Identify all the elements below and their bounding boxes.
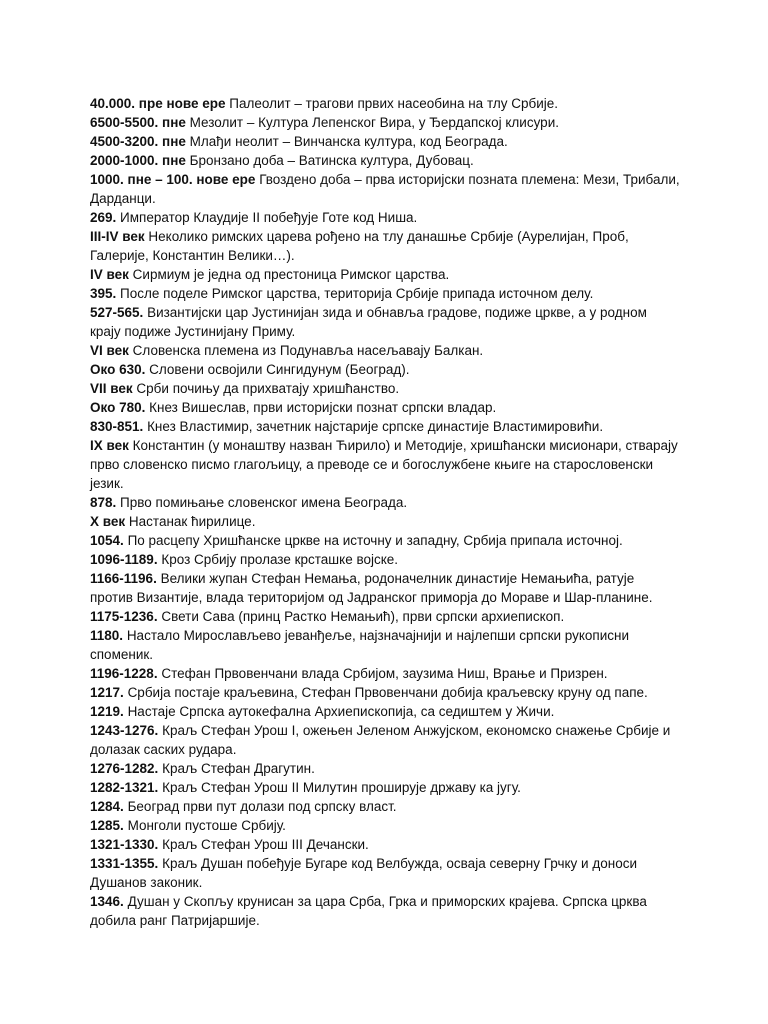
timeline-entry [90,778,680,797]
entry-text: Мезолит – Култура Лепенског Вира, у Ђердапској клисури. [189,115,559,130]
entry-date: 269. [90,210,117,225]
entry-text: Краљ Душан побеђује Бугаре код Велбужда, осваја северну Грчку и доноси Душанов законик. [90,856,637,890]
timeline-entry [90,531,680,550]
entry-text: По расцепу Хришћанске цркве на источну и западну, Србија припала источној. [127,533,623,548]
entry-date: 1166-1196. [90,571,157,586]
timeline-entry [90,360,680,379]
entry-text: Византијски цар Јустинијан зида и обнавља градове, подиже цркве, а у родном крају подиже Јустинијану Приму. [90,305,647,339]
entry-date: 830-851. [90,419,144,434]
entry-text: Настанак ћирилице. [128,514,256,529]
entry-date: 1321-1330. [90,837,159,852]
entry-date: 40.000. пре нове ере [90,96,226,111]
timeline-entry [90,341,680,360]
entry-date: 395. [90,286,117,301]
entry-text: Београд први пут долази под српску власт. [127,799,397,814]
entry-text: После поделе Римског царства, територија Србије припада источном делу. [120,286,594,301]
timeline-entry [90,835,680,854]
entry-text: Срби почињу да прихватају хришћанство. [136,381,400,396]
entry-text: Србија постаје краљевина, Стефан Првовенчани добија краљевску круну од папе. [127,685,648,700]
timeline-entry [90,512,680,531]
timeline-entry [90,417,680,436]
timeline-entry [90,94,680,113]
document-body [90,94,680,930]
entry-date: 1175-1236. [90,609,158,624]
entry-text: Настало Мирослављево јеванђеље, најзначајнији и најлепши српски рукописни споменик. [90,628,630,662]
timeline-entry [90,265,680,284]
entry-date: 1219. [90,704,124,719]
timeline-entry [90,132,680,151]
entry-text: Кнез Властимир, зачетник најстарије српске династије Властимировићи. [147,419,604,434]
entry-date: 1196-1228. [90,666,158,681]
entry-date: 6500-5500. пне [90,115,186,130]
timeline-entry [90,227,680,265]
timeline-entry [90,797,680,816]
entry-date: 878. [90,495,117,510]
timeline-entry [90,379,680,398]
timeline-entry [90,664,680,683]
timeline-entry [90,550,680,569]
entry-text: Краљ Стефан Урош II Милутин проширује државу ка југу. [162,780,521,795]
entry-text: Свети Сава (принц Растко Немањић), први српски архиепископ. [161,609,565,624]
entry-date: 1346. [90,894,124,909]
timeline-entry [90,303,680,341]
entry-date: Око 780. [90,400,146,415]
entry-text: Монголи пустоше Србију. [127,818,286,833]
timeline-entry [90,208,680,227]
timeline-entry [90,702,680,721]
timeline-entry [90,436,680,493]
entry-text: Кроз Србију пролазе крсташке војске. [161,552,399,567]
entry-text: Млађи неолит – Винчанска култура, код Београда. [189,134,508,149]
entry-text: Велики жупан Стефан Немања, родоначелник династије Немањића, ратује против Византије, влада територијом од Јадранског приморја до Мораве и Шар-планине. [90,571,653,605]
entry-text: Император Клаудије II побеђује Готе код Ниша. [120,210,418,225]
timeline-entry [90,816,680,835]
timeline-entry [90,759,680,778]
entry-text: Краљ Стефан Урош III Дечански. [162,837,369,852]
entry-text: Краљ Стефан Драгутин. [162,761,315,776]
entry-text: Прво помињање словенског имена Београда. [120,495,408,510]
timeline-entry [90,854,680,892]
entry-text: Словени освојили Сингидунум (Београд). [149,362,410,377]
entry-date: VII век [90,381,133,396]
entry-text: Стефан Првовенчани влада Србијом, заузима Ниш, Врање и Призрен. [161,666,608,681]
entry-date: 527-565. [90,305,144,320]
timeline-entry [90,151,680,170]
entry-text: Неколико римских царева рођено на тлу данашње Србије (Аурелијан, Проб, Галерије, Константин Велики…). [90,229,629,263]
entry-date: Око 630. [90,362,146,377]
entry-date: VI век [90,343,129,358]
entry-date: 1000. пне – 100. нове ере [90,172,256,187]
entry-date: 1282-1321. [90,780,159,795]
timeline-entry [90,683,680,702]
entry-date: IX век [90,438,129,453]
timeline-entry [90,626,680,664]
entry-date: 4500-3200. пне [90,134,186,149]
entry-text: Душан у Скопљу крунисан за цара Срба, Грка и приморских крајева. Српска црква добила ранг Патријаршије. [90,894,647,928]
entry-date: III-IV век [90,229,145,244]
entry-text: Сирмиум је једна од престоница Римског царства. [132,267,450,282]
entry-date: 1331-1355. [90,856,159,871]
entry-date: 2000-1000. пне [90,153,186,168]
entry-date: 1217. [90,685,124,700]
entry-text: Константин (у монаштву назван Ћирило) и Методије, хришћански мисионари, стварају прво словенско писмо глагољицу, а преводе се и богослужбене књиге на старословенски језик. [90,438,678,491]
timeline-entry [90,892,680,930]
entry-date: 1276-1282. [90,761,159,776]
entry-date: IV век [90,267,129,282]
entry-date: 1285. [90,818,124,833]
timeline-entry [90,284,680,303]
timeline-entry [90,721,680,759]
entry-text: Настаје Српска аутокефална Архиепископија, са седиштем у Жичи. [127,704,555,719]
entry-date: 1284. [90,799,124,814]
entry-date: 1243-1276. [90,723,159,738]
entry-text: Краљ Стефан Урош I, ожењен Јеленом Анжујском, економско снажење Србије и долазак саских рудара. [90,723,671,757]
entry-text: Гвоздено доба – прва историјски позната племена: Мези, Трибали, Дарданци. [90,172,680,206]
entry-text: Кнез Вишеслав, први историјски познат српски владар. [149,400,497,415]
entry-date: 1180. [90,628,124,643]
entry-date: 1054. [90,533,124,548]
timeline-entry [90,569,680,607]
timeline-entry [90,493,680,512]
timeline-entry [90,170,680,208]
timeline-entry [90,398,680,417]
entry-date: 1096-1189. [90,552,158,567]
entry-text: Словенска племена из Подунавља насељавају Балкан. [132,343,484,358]
entry-date: X век [90,514,126,529]
entry-text: Бронзано доба – Ватинска култура, Дубовац. [189,153,474,168]
timeline-entry [90,607,680,626]
timeline-entry [90,113,680,132]
entry-text: Палеолит – трагови првих насеобина на тлу Србије. [229,96,558,111]
